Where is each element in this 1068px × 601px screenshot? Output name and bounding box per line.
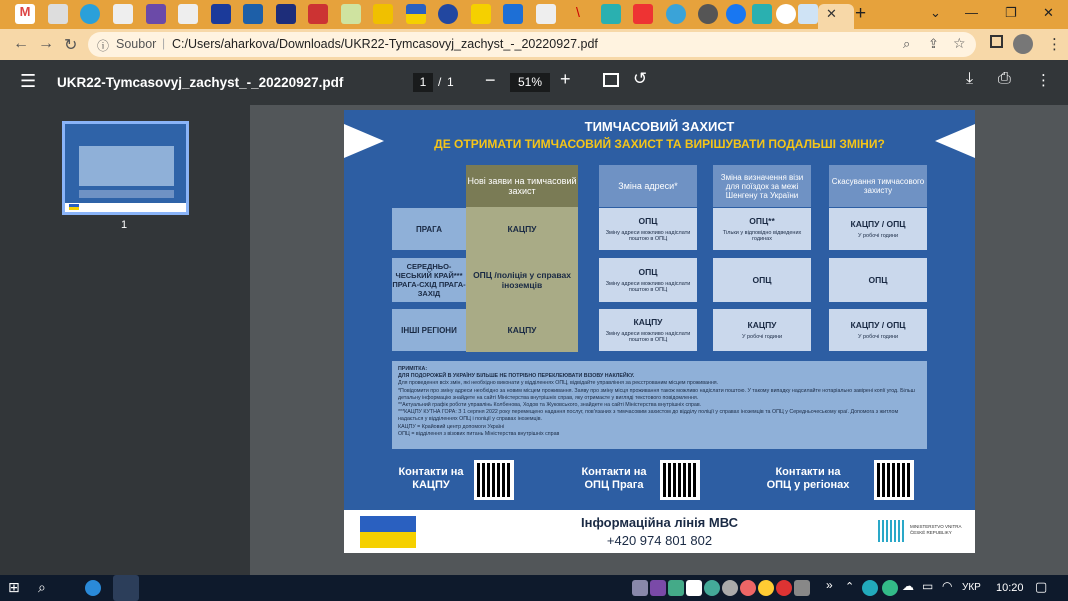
download-icon[interactable]: ⤓ (966, 70, 974, 87)
tab-strip (0, 0, 1068, 29)
edge-taskbar-icon[interactable] (85, 580, 101, 596)
tray-icon[interactable] (722, 580, 738, 596)
page-thumbnail[interactable] (62, 121, 189, 215)
minimize-icon[interactable]: — (965, 5, 978, 20)
contact-label: Контакти на ОПЦ Прага (581, 466, 647, 491)
menu-dots-icon[interactable]: ⋮ (1047, 36, 1062, 53)
table-cell: КАЦПУ (507, 224, 537, 234)
table-cell: ОПЦ** Тільки у відповідно відведених годинах (713, 208, 811, 250)
clock[interactable]: 10:20 (996, 582, 1024, 594)
table-cell: ОПЦ Зміну адреси можливо надіслати поштою в ОПЦ (599, 208, 697, 250)
tray-icon[interactable] (862, 580, 878, 596)
new-tab-button[interactable]: + (855, 3, 867, 24)
contact-label: Контакти на КАЦПУ (398, 466, 464, 491)
pdf-title: UKR22-Tymcasovyj_zachyst_-_20220927.pdf (57, 75, 344, 90)
tab-icon[interactable] (752, 4, 772, 24)
edge-tab-icon[interactable] (666, 4, 686, 24)
row-region: ІНШІ РЕГІОНИ (392, 309, 466, 351)
tab-icon[interactable] (471, 4, 491, 24)
address-bar[interactable] (88, 32, 976, 57)
battery-icon[interactable]: ▭ (922, 579, 934, 593)
rotate-icon[interactable]: ↺ (633, 69, 648, 88)
info-icon[interactable]: ⓘ (97, 39, 110, 53)
tab-icon[interactable] (601, 4, 621, 24)
tray-icon[interactable] (686, 580, 702, 596)
ministry-logo-icon (878, 520, 906, 542)
footer (344, 510, 975, 553)
table-cell: КАЦПУ / ОПЦ У робочі години (829, 309, 927, 351)
info-line-phone: +420 974 801 802 (606, 533, 713, 548)
tray-icon[interactable] (704, 580, 720, 596)
tray-icon[interactable] (776, 580, 792, 596)
fit-page-icon[interactable] (603, 73, 619, 87)
notes-line: ***КАЦПУ КУТНА ГОРА: З 1 серпня 2022 року перемещено надання послуг, пов'язаних з тимчасовим захистом до відділу поліції у справах іноземців та ОПЦ у Середньочеському краї. Допомога з житлом надається у відділеннях ОПЦ і поліції у справах іноземців. (398, 409, 899, 423)
notification-icon[interactable]: ▢ (1035, 579, 1048, 594)
notes-line: ДЛЯ ПОДОРОЖЕЙ В УКРАЇНУ БІЛЬШЕ НЕ ПОТРІБНО ПЕРЕКЛЕЮВАТИ ВІЗОВУ НАКЛЕЙКУ. (398, 373, 635, 380)
firefox-icon[interactable] (740, 580, 756, 596)
page-input[interactable]: 1 (413, 73, 433, 92)
qr-code[interactable] (660, 460, 700, 500)
tab-icon[interactable] (438, 4, 458, 24)
col-header: Зміна адреси* (599, 165, 697, 207)
chevron-down-icon[interactable]: ⌄ (930, 5, 941, 20)
table-cell: ОПЦ /поліція у справах іноземців (473, 270, 571, 290)
google-tab-icon[interactable] (776, 4, 796, 24)
tab-icon[interactable] (341, 4, 361, 24)
col-header: Нові заяви на тимчасовий захист (466, 165, 578, 207)
notes-line: *Повідомити про зміну адреси необхідно за новим місцем проживання. Заяву про зміну місця проживання також можливо надіслати поштою. У такому випадку надсилайте нотаріально завірені копії угод. Більш детальну інформацію знайдете на сайті Міністерства внутрішніх справ, яку отримаєте у вигляді текстового повідомлення. (398, 387, 915, 401)
table-cell: ОПЦ Зміну адреси можливо надіслати поштою в ОПЦ (599, 258, 697, 302)
tray-icon[interactable] (650, 580, 666, 596)
col-header: Скасування тимчасового захисту (829, 165, 927, 207)
windows-start-icon[interactable]: ⊞ (8, 579, 20, 595)
pdf-page (344, 110, 975, 553)
scheme-label: Soubor (116, 37, 157, 51)
table-cell: КАЦПУ / ОПЦ У робочі години (829, 208, 927, 250)
tab-icon[interactable] (276, 4, 296, 24)
close-window-icon[interactable]: ✕ (1043, 5, 1054, 20)
pdf-toolbar (0, 60, 1068, 105)
tab-icon[interactable] (113, 4, 133, 24)
tab-icon[interactable]: \ (576, 4, 580, 20)
avatar[interactable] (1013, 34, 1033, 54)
notes-line: КАЦПУ = Крайовий центр допомоги Україні (398, 423, 505, 430)
back-icon[interactable]: ← (13, 35, 29, 52)
notes-box (392, 361, 927, 449)
col-header: Зміна визначення візи для поїздок за межі Шенгену та України (713, 165, 811, 207)
language-indicator[interactable]: УКР (962, 582, 981, 593)
chrome-taskbar-icon[interactable] (113, 575, 139, 601)
close-tab-icon[interactable]: ✕ (826, 6, 837, 21)
zoom-in-button[interactable]: + (560, 69, 571, 89)
trello-tab-icon[interactable] (503, 4, 523, 24)
divider: | (162, 36, 166, 50)
table-cell: КАЦПУ У робочі години (713, 309, 811, 351)
eu-tab-icon[interactable] (211, 4, 231, 24)
ua-flag-tab-icon[interactable] (406, 4, 426, 24)
tab-icon[interactable] (536, 4, 556, 24)
qr-code[interactable] (874, 460, 914, 500)
zoom-icon[interactable]: ⌕ (903, 36, 911, 51)
page-total: 1 (447, 75, 454, 89)
tray-icon[interactable] (794, 580, 810, 596)
tray-icon[interactable] (632, 580, 648, 596)
tab-icon[interactable] (308, 4, 328, 24)
bookmark-star-icon[interactable]: ☆ (953, 35, 966, 51)
tab-icon[interactable] (373, 4, 393, 24)
info-line-title: Інформаційна лінія МВС (581, 515, 738, 530)
table-cell: КАЦПУ Зміну адреси можливо надіслати поштою в ОПЦ (599, 309, 697, 351)
thumbnail-page-number: 1 (121, 219, 128, 231)
url-text[interactable]: C:/Users/aharkova/Downloads/UKR22-Tymcasovyj_zachyst_-_20220927.pdf (172, 37, 598, 51)
notes-line: Для проведення всіх змін, які необхідно виконати у відділеннях ОПЦ, відвідайте управління за реєстрованим місцем проживання. (398, 380, 719, 387)
notes-line: ОПЦ = відділення з візових питань Міністерства внутрішніх справ (398, 430, 560, 437)
tray-icon[interactable] (668, 580, 684, 596)
contact-label: Контакти на ОПЦ у регіонах (766, 466, 850, 491)
facebook-tab-icon[interactable] (726, 4, 746, 24)
tab-icon[interactable] (178, 4, 198, 24)
hamburger-icon[interactable]: ☰ (20, 71, 37, 91)
more-icon[interactable]: ⋮ (1036, 72, 1051, 89)
zoom-out-button[interactable]: − (485, 70, 496, 90)
sidepanel-icon[interactable] (990, 35, 1003, 48)
taskbar (0, 575, 1068, 601)
tray-icon[interactable] (882, 580, 898, 596)
tab-icon[interactable] (146, 4, 166, 24)
chevron-up-icon[interactable]: ⌃ (845, 581, 855, 593)
wifi-icon[interactable]: ◠ (942, 579, 953, 593)
thumbnail-sidebar (0, 105, 250, 575)
doc-title: ТИМЧАСОВИЙ ЗАХИСТ (584, 119, 735, 134)
zoom-input[interactable]: 51% (510, 73, 550, 92)
forward-icon[interactable]: → (38, 35, 54, 52)
notes-line: **Актуальний графік роботи управлінь Колбенова, Ходов та Жуковського, знайдете на сайті Міністерства внутрішніх справ. (398, 402, 702, 409)
chrome-icon[interactable] (758, 580, 774, 596)
share-icon[interactable]: ⇪ (928, 36, 939, 51)
ministry-name: MINISTERSTVO VNITRA ČESKÉ REPUBLIKY (910, 524, 962, 535)
page-separator: / (438, 75, 442, 89)
telegram-tab-icon[interactable] (80, 4, 100, 24)
reload-icon[interactable]: ↻ (64, 37, 78, 54)
table-cell: ОПЦ (829, 258, 927, 302)
toolbar (0, 29, 1068, 60)
tab-icon[interactable] (633, 4, 653, 24)
notes-title: ПРИМІТКА: (398, 366, 428, 372)
table-cell: ОПЦ (713, 258, 811, 302)
tab-icon[interactable] (48, 4, 68, 24)
tab-icon[interactable] (698, 4, 718, 24)
search-icon[interactable]: ⌕ (38, 579, 46, 595)
overflow-icon[interactable]: » (826, 578, 833, 592)
gmail-tab-icon[interactable]: M (15, 4, 35, 24)
tab-icon[interactable] (798, 4, 818, 24)
row-region: СЕРЕДНЬО-ЧЕСЬКИЙ КРАЙ*** ПРАГА-СХІД ПРАГА-ЗАХІД (392, 258, 466, 302)
cloud-icon[interactable]: ☁ (902, 579, 914, 593)
row-region: ПРАГА (392, 208, 466, 250)
maximize-icon[interactable]: ❐ (1005, 5, 1017, 20)
print-icon[interactable]: ⎙ (998, 70, 1011, 87)
table-cell: КАЦПУ (507, 325, 537, 335)
qr-code[interactable] (474, 460, 514, 500)
facebook-tab-icon[interactable] (243, 4, 263, 24)
doc-subtitle: ДЕ ОТРИМАТИ ТИМЧАСОВИЙ ЗАХИСТ ТА ВИРІШУВАТИ ПОДАЛЬШІ ЗМІНИ? (434, 137, 885, 151)
